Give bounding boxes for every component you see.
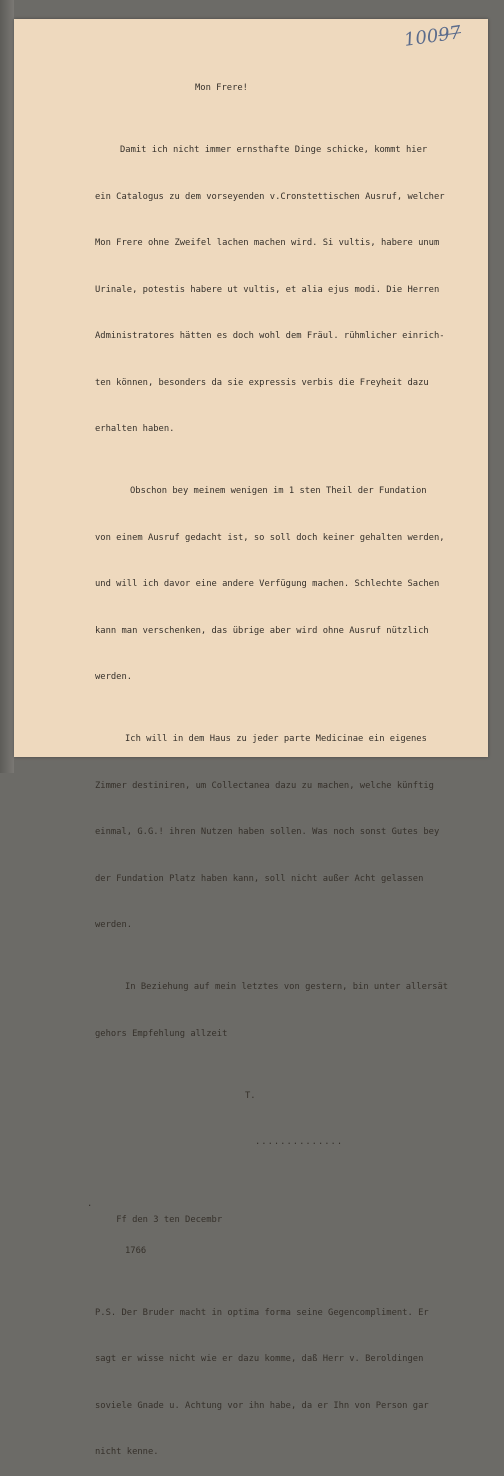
para1-line: Mon Frere ohne Zweifel lachen machen wird. Si vultis, habere unum <box>95 238 440 248</box>
signature: T. <box>245 1090 256 1101</box>
page-number-current: 100 <box>402 25 440 51</box>
para2-line: und will ich davor eine andere Verfügung machen. Schlechte Sachen <box>95 579 440 589</box>
separator: .............. <box>255 1137 344 1147</box>
background-edge <box>0 0 14 773</box>
para3-line: der Fundation Platz haben kann, soll nicht außer Acht gelassen <box>95 873 424 884</box>
para4-line: In Beziehung auf mein letztes von gestern, bin unter allersät <box>125 982 449 992</box>
postscript-line: sagt er wisse nicht wie er dazu komme, daß Herr v. Beroldingen <box>95 1354 424 1364</box>
letter-body <box>87 50 490 1476</box>
para3-line: Ich will in dem Haus zu jeder parte Medicinae ein eigenes <box>125 734 427 744</box>
para2-line: kann man verschenken, das übrige aber wird ohne Ausruf nützlich <box>95 625 429 636</box>
para1-line: erhalten haben. <box>95 424 175 434</box>
bullet-mark: . <box>87 1199 93 1209</box>
para3-line: Zimmer destiniren, um Collectanea dazu zu machen, welche künftig <box>95 780 434 791</box>
para2-line: werden. <box>95 672 133 682</box>
postscript-line: P.S. Der Bruder macht in optima forma seine Gegencompliment. Er <box>95 1307 429 1318</box>
postscript-line: nicht kenne. <box>95 1447 159 1457</box>
salutation: Mon Frere! <box>195 83 248 93</box>
page-number-struck: 97 <box>436 22 463 47</box>
para1-line: ten können, besonders da sie expressis verbis die Freyheit dazu <box>95 377 429 388</box>
para3-line: werden. <box>95 920 133 930</box>
para2-line: Obschon bey meinem wenigen im 1 sten Theil der Fundation <box>130 486 427 496</box>
date-line <box>87 1197 490 1225</box>
para1-line: ein Catalogus zu dem vorseyenden v.Cronstettischen Ausruf, welcher <box>95 191 445 202</box>
para1-line: Urinale, potestis habere ut vultis, et alia ejus modi. Die Herren <box>95 284 440 295</box>
para2-line: von einem Ausruf gedacht ist, so soll doch keiner gehalten werden, <box>95 532 445 543</box>
year: 1766 <box>125 1245 147 1256</box>
postscript-line: soviele Gnade u. Achtung vor ihn habe, da er Ihn von Person gar <box>95 1400 429 1411</box>
para1-line: Damit ich nicht immer ernsthafte Dinge schicke, kommt hier <box>120 145 428 155</box>
para4-line: gehors Empfehlung allzeit <box>95 1028 228 1039</box>
para3-line: einmal, G.G.! ihren Nutzen haben sollen. Was noch sonst Gutes bey <box>95 827 440 837</box>
para1-line: Administratores hätten es doch wohl dem Fräul. rühmlicher einrich- <box>95 331 445 341</box>
date-text: Ff den 3 ten Decembr <box>116 1214 223 1225</box>
